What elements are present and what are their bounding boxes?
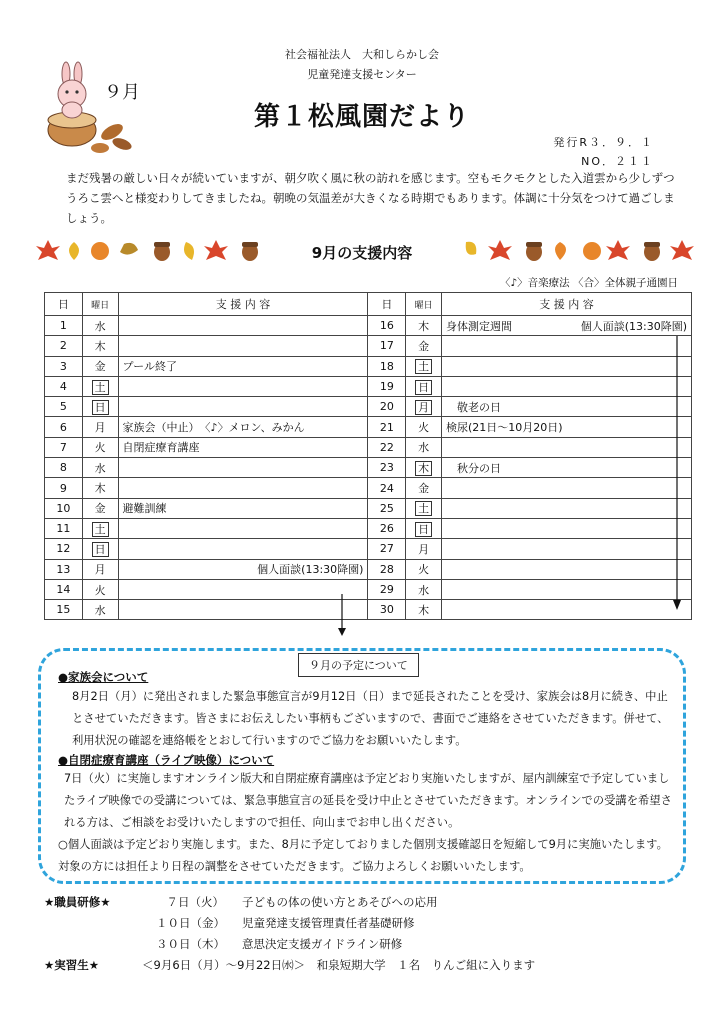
training-title: 子どもの体の使い方とあそびへの応用 [242,895,438,909]
issue-date: 発行R３．９．１ [553,136,654,149]
weekday-cell [82,356,118,376]
weekday-label: 水 [418,583,430,597]
schedule-table [44,292,692,620]
center-name: 児童発達支援センター [307,68,417,81]
training-row [44,913,535,934]
content-text: 家族会（中止） 〈♪〉メロン、みかん [122,421,305,435]
content-text: 避難訓練 [122,502,167,516]
weekday-label: 木 [418,603,430,617]
training-label: ★職員研修★ [44,895,111,909]
weekday-cell [406,397,442,417]
schedule-row [45,316,692,336]
weekday-label: 金 [418,482,430,496]
autism-lecture-heading: ●自閉症療育講座（ライブ映像）について [58,753,275,767]
day-cell: 30 [368,600,406,620]
weekday-label: 土 [92,380,109,395]
family-meeting-text: 8月2日（月）に発出されました緊急事態宣言が9月12日（日）まで延長されたことを受け、家族会は8月に続き、中止とさせていただきます。皆さまにお伝えしたい事柄もございますので、書面でご連絡をさせていただきます。併せて、利用状況の確認を連絡帳をとおして行いますのでご協力をお願いいたします。 [72,690,669,747]
interview-notice-text: ○個人面談は予定どおり実施します。また、8月に予定しておりました個別支援確認日を短縮して9月に実施いたします。対象の方には担任より日程の調整をさせていただきます。ご協力よろしくお願いいたします。 [58,838,668,873]
weekday-cell [406,437,442,457]
down-arrow-icon [671,336,683,612]
content-cell [441,539,691,559]
weekday-label: 水 [418,441,430,455]
day-cell: 20 [368,397,406,417]
weekday-cell [82,579,118,599]
training-title: 児童発達支援管理責任者基礎研修 [242,916,415,930]
training-title: 意思決定支援ガイドライン研修 [242,937,403,951]
content-cell [441,397,691,417]
issue-number: NO．２１１ [581,155,654,168]
autism-lecture-text: 7日（火）に実施しますオンライン版大和自閉症療育講座は予定どおり実施いたしますが、屋内訓練室で予定していましたライブ映像での受講については、緊急事態宣言の延長を受け中止とさせていただきます。オンラインでの受講を希望される方は、ご相談をお受けいたしますので担任、向山までお申し出ください。 [64,772,672,829]
schedule-row [45,478,692,498]
schedule-legend: 〈♪〉音楽療法 〈合〉全体親子通園日 [499,277,678,289]
content-cell [441,417,691,437]
schedule-row [45,397,692,417]
schedule-row [45,356,692,376]
staff-section [44,892,535,976]
weekday-label: 土 [92,522,109,537]
day-cell: 6 [45,417,83,437]
day-cell: 27 [368,539,406,559]
weekday-cell [82,397,118,417]
day-cell: 5 [45,397,83,417]
day-cell: 22 [368,437,406,457]
content-cell [441,316,691,336]
month-tag: ９月 [104,82,140,103]
day-cell: 2 [45,336,83,356]
training-row [44,934,535,955]
content-cell [441,336,691,356]
content-cell [118,336,368,356]
weekday-cell [406,417,442,437]
weekday-cell [82,417,118,437]
content-cell [441,356,691,376]
content-cell [441,559,691,579]
day-cell: 14 [45,579,83,599]
schedule-row [45,498,692,518]
training-row [44,892,535,913]
header-weekday: 曜日 [82,293,118,316]
weekday-cell [82,316,118,336]
support-section-title: 9月の支援内容 [311,244,413,262]
schedule-row [45,376,692,396]
content-cell [118,579,368,599]
intern-row [44,955,535,976]
day-cell: 11 [45,518,83,538]
day-cell: 8 [45,458,83,478]
weekday-label: 日 [92,400,109,415]
weekday-label: 火 [418,563,430,577]
content-cell [118,539,368,559]
weekday-label: 金 [94,502,106,516]
header-day: 日 [45,293,83,316]
weekday-label: 月 [94,563,106,577]
weekday-cell [406,316,442,336]
content-cell [441,518,691,538]
schedule-row [45,579,692,599]
weekday-label: 火 [94,441,106,455]
weekday-label: 木 [418,319,430,333]
interview-note: 個人面談(13:30降園) [257,563,364,577]
content-cell [118,458,368,478]
day-cell: 4 [45,376,83,396]
header-weekday: 曜日 [406,293,442,316]
day-cell: 19 [368,376,406,396]
weekday-cell [406,458,442,478]
content-cell [118,498,368,518]
day-cell: 10 [45,498,83,518]
day-cell: 21 [368,417,406,437]
weekday-cell [82,458,118,478]
weekday-label: 火 [94,583,106,597]
weekday-label: 日 [92,542,109,557]
content-cell [118,437,368,457]
weekday-label: 月 [94,421,106,435]
weekday-cell [82,376,118,396]
day-cell: 12 [45,539,83,559]
day-cell: 28 [368,559,406,579]
weekday-cell [82,518,118,538]
header-content: 支 援 内 容 [441,293,691,316]
weekday-cell [406,356,442,376]
training-date: ７日（火） [166,895,224,909]
weekday-cell [406,478,442,498]
org-name: 社会福祉法人 大和しらかし会 [285,48,439,61]
content-cell [118,397,368,417]
weekday-label: 火 [418,421,430,435]
weekday-label: 日 [415,380,432,395]
content-cell [441,437,691,457]
weekday-cell [406,336,442,356]
weekday-label: 木 [94,482,106,496]
intern-text: ＜9月6日（月）～9月22日㈬＞ 和泉短期大学 １名 りんご組に入ります [142,958,536,972]
day-cell: 23 [368,458,406,478]
day-cell: 26 [368,518,406,538]
day-cell: 1 [45,316,83,336]
schedule-row [45,417,692,437]
down-arrow-icon [336,594,348,638]
weekday-cell [406,376,442,396]
schedule-row [45,600,692,620]
content-cell [441,458,691,478]
content-cell [118,356,368,376]
day-cell: 17 [368,336,406,356]
intern-label: ★実習生★ [44,958,100,972]
weekday-cell [406,498,442,518]
autumn-leaves-right-icon [456,236,696,264]
header-content: 支 援 内 容 [118,293,368,316]
weekday-label: 金 [94,360,106,374]
weekday-cell [406,579,442,599]
content-text: 自閉症療育講座 [122,441,200,455]
weekday-cell [406,600,442,620]
day-cell: 25 [368,498,406,518]
weekday-cell [406,559,442,579]
schedule-row [45,518,692,538]
schedule-row [45,539,692,559]
content-cell [118,518,368,538]
day-cell: 15 [45,600,83,620]
weekday-cell [82,437,118,457]
interview-note: 個人面談(13:30降園) [580,319,687,333]
weekday-label: 木 [94,339,106,353]
weekday-label: 水 [94,319,106,333]
day-cell: 29 [368,579,406,599]
content-cell [441,600,691,620]
content-text: 検尿(21日～10月20日) [445,421,563,435]
weekday-cell [82,478,118,498]
family-meeting-heading: ●家族会について [58,670,149,684]
schedule-row [45,458,692,478]
content-cell [118,600,368,620]
weekday-label: 月 [415,400,432,415]
weekday-cell [82,498,118,518]
weekday-label: 月 [418,542,430,556]
weekday-cell [406,518,442,538]
weekday-cell [82,600,118,620]
notice-label: ９月の予定について [298,653,419,677]
content-cell [441,376,691,396]
day-cell: 24 [368,478,406,498]
content-cell [441,579,691,599]
weekday-label: 金 [418,339,430,353]
intro-paragraph: まだ残暑の厳しい日々が続いていますが、朝夕吹く風に秋の訪れを感じます。空もモクモクとした入道雲から少しずつうろこ雲へと様変わりしてきましたね。朝晩の気温差が大きくなる時期でもあります。体調に十分気をつけて過ごしましょう。 [66,171,675,225]
content-cell [118,478,368,498]
schedule-header-row [45,293,692,316]
weekday-label: 木 [415,461,432,476]
content-text: 身体測定週間 [445,319,512,333]
content-cell [118,376,368,396]
schedule-row [45,559,692,579]
content-text: プール終了 [122,360,177,374]
content-cell [118,417,368,437]
content-text: 秋分の日 [445,461,501,475]
day-cell: 9 [45,478,83,498]
weekday-label: 土 [415,359,432,374]
day-cell: 18 [368,356,406,376]
weekday-label: 水 [94,603,106,617]
schedule-row [45,437,692,457]
weekday-label: 水 [94,461,106,475]
weekday-cell [406,539,442,559]
day-cell: 3 [45,356,83,376]
content-cell [118,316,368,336]
weekday-cell [82,539,118,559]
content-cell [441,498,691,518]
day-cell: 13 [45,559,83,579]
day-cell: 7 [45,437,83,457]
content-cell [118,559,368,579]
content-text: 敬老の日 [445,400,501,414]
weekday-cell [82,336,118,356]
training-date: ３０日（木） [156,937,225,951]
training-date: １０日（金） [156,916,225,930]
header-day: 日 [368,293,406,316]
newsletter-title: 第１松風園だより [253,102,470,132]
day-cell: 16 [368,316,406,336]
weekday-cell [82,559,118,579]
weekday-label: 土 [415,501,432,516]
content-cell [441,478,691,498]
weekday-label: 日 [415,522,432,537]
schedule-row [45,336,692,356]
